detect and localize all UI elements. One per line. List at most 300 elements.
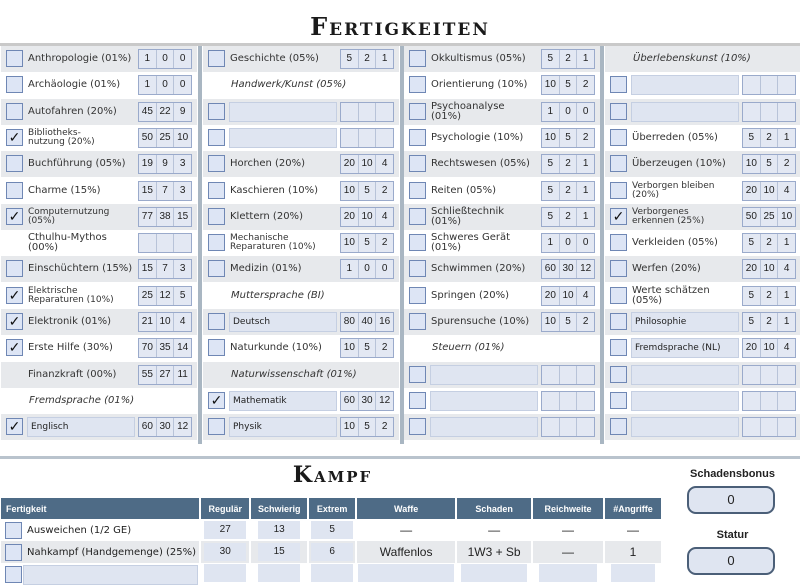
combat-skill: [1, 541, 199, 563]
combat-cell-weapon: [356, 519, 456, 541]
skill-row: [404, 99, 600, 125]
skill-name-field[interactable]: Deutsch: [229, 312, 337, 332]
skill-checkbox[interactable]: [208, 50, 225, 67]
skill-value-regular[interactable]: 10: [544, 131, 556, 143]
skill-value-hard[interactable]: 2: [760, 129, 778, 147]
skill-value-hard[interactable]: 10: [358, 155, 376, 173]
skill-value-extreme[interactable]: 0: [173, 50, 191, 68]
skill-value-hard[interactable]: 5: [559, 313, 577, 331]
skill-value-regular[interactable]: 1: [144, 53, 151, 64]
skill-value-extreme[interactable]: 0: [375, 260, 393, 278]
skill-value-extreme[interactable]: 1: [576, 182, 594, 200]
skill-value-hard[interactable]: 38: [156, 208, 174, 226]
skill-value-extreme[interactable]: 1: [777, 234, 795, 252]
skill-value-regular[interactable]: 1: [547, 237, 554, 249]
skill-values: [138, 233, 192, 253]
combat-attacks-value[interactable]: 1: [629, 545, 637, 559]
skill-value-hard[interactable]: 30: [559, 260, 577, 278]
skill-name-field[interactable]: [229, 102, 337, 122]
skill-checkbox[interactable]: [208, 182, 225, 199]
combat-skill-label: Ausweichen (1/2 GE): [27, 524, 132, 536]
skill-value-hard[interactable]: [358, 129, 376, 147]
skill-checkbox[interactable]: [208, 103, 225, 120]
combat-regular-value[interactable]: 27: [204, 521, 246, 539]
skill-value-hard[interactable]: 5: [559, 129, 577, 147]
skill-checkbox[interactable]: [409, 392, 426, 409]
combat-extreme-value[interactable]: 6: [311, 543, 353, 561]
skill-name-field[interactable]: [430, 365, 538, 385]
skill-value-hard[interactable]: 30: [156, 418, 174, 436]
combat-skill: [1, 519, 199, 541]
combat-range-value[interactable]: [539, 564, 597, 582]
skill-value-hard[interactable]: [760, 418, 778, 436]
skill-value-regular[interactable]: 15: [141, 263, 153, 275]
skill-value-hard[interactable]: 2: [559, 208, 577, 226]
damage-bonus-field[interactable]: 0: [687, 486, 775, 514]
skill-label: Cthulhu-Mythos (00%): [28, 232, 107, 254]
combat-damage-value[interactable]: —: [488, 523, 501, 537]
combat-cell-weapon: [356, 563, 456, 585]
skill-value-extreme[interactable]: 1: [375, 50, 393, 68]
skill-value-regular[interactable]: 5: [346, 53, 353, 64]
skill-value-extreme[interactable]: [777, 392, 795, 410]
skill-name-field[interactable]: Englisch: [27, 417, 135, 437]
skill-checkbox[interactable]: [610, 418, 627, 435]
skill-value-extreme[interactable]: [777, 103, 795, 121]
combat-weapon-value[interactable]: —: [400, 523, 413, 537]
skill-value-regular[interactable]: 10: [343, 342, 355, 354]
skill-checkbox[interactable]: [208, 260, 225, 277]
skill-value-regular[interactable]: 25: [141, 289, 153, 301]
skill-checkbox[interactable]: [409, 366, 426, 383]
skill-value-extreme[interactable]: 12: [576, 260, 594, 278]
skill-value-regular[interactable]: 19: [141, 158, 153, 170]
skill-value-regular[interactable]: 20: [745, 263, 757, 275]
skill-value-hard[interactable]: 30: [358, 392, 376, 410]
combat-hard-value[interactable]: [258, 564, 300, 582]
skill-value-hard[interactable]: 22: [156, 103, 174, 121]
skill-name-field[interactable]: [631, 75, 739, 95]
skill-value-hard[interactable]: 35: [156, 339, 174, 357]
skill-checkbox[interactable]: [409, 182, 426, 199]
skill-value-extreme[interactable]: 4: [777, 339, 795, 357]
skill-checkbox[interactable]: ✓: [6, 208, 23, 225]
skill-checkbox[interactable]: [6, 260, 23, 277]
skill-value-extreme[interactable]: 2: [576, 129, 594, 147]
skill-value-hard[interactable]: 25: [156, 129, 174, 147]
skill-checkbox[interactable]: [610, 155, 627, 172]
build-field[interactable]: 0: [687, 547, 775, 575]
skill-values: [340, 417, 394, 437]
skill-value-hard[interactable]: 5: [559, 76, 577, 94]
skill-name-field[interactable]: [430, 391, 538, 411]
skill-value-regular[interactable]: 20: [544, 289, 556, 301]
combat-cell-hard: [250, 541, 308, 563]
skill-value-extreme[interactable]: 0: [576, 234, 594, 252]
skill-value-extreme[interactable]: 15: [173, 208, 191, 226]
combat-checkbox[interactable]: [5, 544, 22, 561]
skill-value-extreme[interactable]: [576, 392, 594, 410]
skill-name-field[interactable]: Philosophie: [631, 312, 739, 332]
skill-checkbox[interactable]: ✓: [6, 129, 23, 146]
skill-value-regular[interactable]: 80: [343, 316, 355, 327]
skill-row: [1, 362, 197, 388]
skill-value-extreme[interactable]: 14: [173, 339, 191, 357]
skill-value-extreme[interactable]: 1: [576, 50, 594, 68]
skill-value-extreme[interactable]: [375, 129, 393, 147]
skill-checkbox[interactable]: [610, 313, 627, 330]
skill-value-regular[interactable]: [341, 103, 358, 121]
skill-value-regular[interactable]: 5: [748, 289, 755, 301]
skill-value-regular[interactable]: 10: [343, 237, 355, 249]
skill-value-hard[interactable]: 10: [358, 208, 376, 226]
combat-extreme-value[interactable]: [311, 564, 353, 582]
skill-value-hard[interactable]: 7: [156, 182, 174, 200]
skill-value-regular[interactable]: [743, 103, 760, 121]
combat-cell-range: [532, 519, 604, 541]
skill-value-regular[interactable]: 5: [547, 184, 554, 196]
skill-checkbox[interactable]: [610, 129, 627, 146]
skill-value-extreme[interactable]: 0: [173, 76, 191, 94]
combat-hard-value[interactable]: 13: [258, 521, 300, 539]
skill-value-hard[interactable]: [559, 392, 577, 410]
skill-value-regular[interactable]: 10: [544, 316, 556, 327]
skill-value-hard[interactable]: 2: [559, 182, 577, 200]
skill-checkbox[interactable]: [409, 129, 426, 146]
skill-value-hard[interactable]: [760, 366, 778, 384]
skill-value-hard[interactable]: 0: [358, 260, 376, 278]
skill-value-hard[interactable]: 40: [358, 313, 376, 331]
skill-value-extreme[interactable]: 1: [777, 313, 795, 331]
skill-value-regular[interactable]: 5: [547, 53, 554, 64]
skill-value-regular[interactable]: 5: [547, 158, 554, 170]
skill-value-regular[interactable]: 5: [547, 210, 554, 222]
skill-value-regular[interactable]: 5: [748, 237, 755, 249]
skill-value-hard[interactable]: 5: [358, 182, 376, 200]
skill-value-extreme[interactable]: 2: [777, 155, 795, 173]
skill-checkbox[interactable]: [208, 234, 225, 251]
skill-checkbox[interactable]: [610, 182, 627, 199]
skill-name-field[interactable]: Mathematik: [229, 391, 337, 411]
skill-value-regular[interactable]: 60: [343, 394, 355, 406]
skill-row: [1, 72, 197, 98]
skill-row: [605, 72, 800, 98]
skill-checkbox[interactable]: [6, 50, 23, 67]
skill-value-regular[interactable]: 1: [144, 79, 151, 91]
combat-header-cell: Schaden: [456, 498, 532, 519]
skill-value-regular[interactable]: 50: [141, 131, 153, 143]
skill-value-hard[interactable]: 10: [760, 260, 778, 278]
skill-value-hard[interactable]: 5: [760, 155, 778, 173]
combat-damage-value[interactable]: [461, 564, 527, 582]
skill-checkbox[interactable]: [610, 366, 627, 383]
skill-value-regular[interactable]: 10: [745, 158, 757, 170]
skill-value-regular[interactable]: 1: [346, 263, 353, 275]
skill-value-regular[interactable]: 60: [544, 263, 556, 275]
combat-weapon-value[interactable]: Waffenlos: [379, 545, 433, 559]
skill-name-field[interactable]: Fremdsprache (NL): [631, 338, 739, 358]
skill-value-regular[interactable]: 10: [343, 421, 355, 433]
skill-value-extreme[interactable]: 1: [777, 287, 795, 305]
skill-name-field[interactable]: [229, 128, 337, 148]
skill-value-hard[interactable]: 27: [156, 366, 174, 384]
skill-value-hard[interactable]: 2: [559, 50, 577, 68]
skill-checkbox[interactable]: [610, 234, 627, 251]
skill-name-field[interactable]: [631, 417, 739, 437]
combat-range-value[interactable]: —: [562, 523, 575, 537]
combat-skill-field[interactable]: [23, 565, 198, 585]
skill-value-extreme[interactable]: [576, 366, 594, 384]
skill-value-extreme[interactable]: [777, 76, 795, 94]
skill-value-extreme[interactable]: 12: [375, 392, 393, 410]
skill-value-regular[interactable]: [542, 392, 559, 410]
combat-attacks-value[interactable]: —: [627, 523, 639, 537]
skill-value-regular[interactable]: 70: [141, 342, 153, 354]
skill-checkbox[interactable]: [409, 50, 426, 67]
skill-values: [340, 154, 394, 174]
skill-value-extreme[interactable]: 2: [375, 339, 393, 357]
skill-name-field[interactable]: [430, 417, 538, 437]
skill-row: [404, 388, 600, 414]
skill-value-extreme[interactable]: 2: [375, 234, 393, 252]
skill-group-label: Steuern (01%): [432, 342, 505, 354]
skill-checkbox[interactable]: [409, 260, 426, 277]
skill-value-hard[interactable]: 10: [760, 339, 778, 357]
section-divider: [0, 456, 800, 459]
skill-checkbox[interactable]: [610, 392, 627, 409]
skill-checkbox[interactable]: [409, 103, 426, 120]
skill-name-field[interactable]: [631, 365, 739, 385]
combat-cell-attacks: [604, 563, 662, 585]
skill-values: [138, 154, 192, 174]
skill-checkbox[interactable]: ✓: [6, 418, 23, 435]
skill-checkbox[interactable]: [208, 339, 225, 356]
combat-hard-value[interactable]: 15: [258, 543, 300, 561]
combat-attacks-value[interactable]: [611, 564, 655, 582]
skill-value-regular[interactable]: 10: [544, 79, 556, 91]
skill-value-hard[interactable]: 2: [760, 234, 778, 252]
skill-checkbox[interactable]: [6, 103, 23, 120]
skill-values: [541, 128, 595, 148]
skill-value-extreme[interactable]: 1: [576, 155, 594, 173]
skill-checkbox[interactable]: [6, 76, 23, 93]
skill-value-hard[interactable]: 25: [760, 208, 778, 226]
skill-checkbox[interactable]: [409, 287, 426, 304]
skill-value-extreme[interactable]: 12: [173, 418, 191, 436]
combat-extreme-value[interactable]: 5: [311, 521, 353, 539]
skill-label: Mechanische Reparaturen (10%): [230, 233, 316, 253]
skill-values: [541, 391, 595, 411]
skill-value-hard[interactable]: [358, 103, 376, 121]
skill-value-regular[interactable]: [743, 366, 760, 384]
skill-value-regular[interactable]: 1: [547, 105, 554, 117]
skill-label: Kaschieren (10%): [230, 184, 319, 196]
skill-value-extreme[interactable]: 4: [173, 313, 191, 331]
skill-checkbox[interactable]: [208, 313, 225, 330]
combat-checkbox[interactable]: [5, 566, 22, 583]
skill-value-regular[interactable]: 20: [745, 342, 757, 354]
skill-value-hard[interactable]: [760, 392, 778, 410]
skill-value-regular[interactable]: 20: [343, 158, 355, 170]
skill-row: [605, 151, 800, 177]
skill-value-regular[interactable]: 20: [745, 184, 757, 196]
skill-value-regular[interactable]: [743, 418, 760, 436]
skill-checkbox[interactable]: [409, 313, 426, 330]
skill-checkbox[interactable]: [208, 208, 225, 225]
skill-value-extreme[interactable]: 3: [173, 260, 191, 278]
skill-values: [742, 338, 796, 358]
skill-value-hard[interactable]: [559, 418, 577, 436]
skill-values: [138, 75, 192, 95]
skill-values: [138, 312, 192, 332]
skill-value-hard[interactable]: 2: [760, 287, 778, 305]
skill-value-regular[interactable]: [542, 366, 559, 384]
skill-value-regular[interactable]: 15: [141, 184, 153, 196]
skill-checkbox[interactable]: [610, 76, 627, 93]
skill-value-hard[interactable]: [760, 76, 778, 94]
skill-row: [203, 46, 399, 72]
skill-checkbox[interactable]: ✓: [6, 287, 23, 304]
combat-weapon-value[interactable]: [358, 564, 454, 582]
skill-value-hard[interactable]: 10: [559, 287, 577, 305]
combat-regular-value[interactable]: 30: [204, 543, 246, 561]
skill-value-regular[interactable]: 50: [745, 210, 757, 222]
combat-header-cell: Fertigkeit: [1, 498, 200, 519]
skill-name-field[interactable]: [631, 391, 739, 411]
skill-values: [138, 128, 192, 148]
skill-value-hard[interactable]: 10: [156, 313, 174, 331]
skill-value-hard[interactable]: 2: [760, 313, 778, 331]
skill-values: [541, 154, 595, 174]
skill-value-extreme[interactable]: 4: [777, 260, 795, 278]
skill-value-hard[interactable]: 5: [358, 418, 376, 436]
skill-value-extreme[interactable]: 2: [375, 182, 393, 200]
skill-value-regular[interactable]: 20: [343, 210, 355, 222]
skill-column: [1, 46, 197, 444]
skill-value-extreme[interactable]: 0: [576, 103, 594, 121]
skill-value-extreme[interactable]: 4: [375, 155, 393, 173]
skill-label: Schwimmen (20%): [431, 263, 526, 275]
skill-value-regular[interactable]: [542, 418, 559, 436]
skill-value-extreme[interactable]: [375, 103, 393, 121]
skill-value-extreme[interactable]: 2: [375, 418, 393, 436]
skill-name-field[interactable]: Physik: [229, 417, 337, 437]
skill-value-extreme[interactable]: [576, 418, 594, 436]
skill-name-field[interactable]: [631, 102, 739, 122]
skill-checkbox[interactable]: ✓: [6, 313, 23, 330]
skill-value-extreme[interactable]: 11: [173, 366, 191, 384]
skill-checkbox[interactable]: [409, 418, 426, 435]
combat-range-value[interactable]: —: [562, 545, 575, 559]
skill-checkbox[interactable]: [208, 418, 225, 435]
skill-value-hard[interactable]: 12: [156, 287, 174, 305]
skill-value-extreme[interactable]: 1: [777, 129, 795, 147]
skill-value-hard[interactable]: [760, 103, 778, 121]
skill-checkbox[interactable]: ✓: [6, 339, 23, 356]
skill-value-extreme[interactable]: 2: [576, 313, 594, 331]
skill-checkbox[interactable]: [610, 287, 627, 304]
skill-value-hard[interactable]: 9: [156, 155, 174, 173]
skill-value-hard[interactable]: 0: [559, 103, 577, 121]
skill-label: Spurensuche (10%): [431, 316, 530, 327]
skill-checkbox[interactable]: [409, 234, 426, 251]
skill-value-extreme[interactable]: 1: [576, 208, 594, 226]
skill-value-regular[interactable]: 10: [343, 184, 355, 196]
skill-label: Psychologie (10%): [431, 131, 524, 143]
skill-value-regular[interactable]: 21: [141, 316, 153, 327]
combat-cell-extreme: [308, 563, 356, 585]
skill-value-hard[interactable]: 0: [156, 50, 174, 68]
skill-value-hard[interactable]: [156, 234, 174, 252]
skill-checkbox[interactable]: [610, 339, 627, 356]
skill-checkbox[interactable]: ✓: [208, 392, 225, 409]
skill-value-extreme[interactable]: [777, 418, 795, 436]
skill-checkbox[interactable]: [409, 76, 426, 93]
skill-value-extreme[interactable]: [777, 366, 795, 384]
skill-value-extreme[interactable]: 3: [173, 155, 191, 173]
skill-value-hard[interactable]: [559, 366, 577, 384]
skill-value-regular[interactable]: [743, 76, 760, 94]
skill-value-extreme[interactable]: 10: [777, 208, 795, 226]
skill-checkbox[interactable]: [610, 260, 627, 277]
skill-checkbox[interactable]: [208, 155, 225, 172]
skill-value-regular[interactable]: [341, 129, 358, 147]
skill-value-regular[interactable]: [139, 234, 156, 252]
skill-value-regular[interactable]: 5: [748, 316, 755, 327]
combat-checkbox[interactable]: [5, 522, 22, 539]
skill-value-extreme[interactable]: 4: [576, 287, 594, 305]
skill-value-regular[interactable]: 77: [141, 210, 153, 222]
skill-checkbox[interactable]: [409, 155, 426, 172]
skill-value-extreme[interactable]: 4: [777, 182, 795, 200]
skill-checkbox[interactable]: [6, 182, 23, 199]
skill-checkbox[interactable]: [409, 208, 426, 225]
skill-value-regular[interactable]: 60: [141, 421, 153, 433]
skill-value-hard[interactable]: 7: [156, 260, 174, 278]
skill-value-hard[interactable]: 2: [559, 155, 577, 173]
skill-value-regular[interactable]: [743, 392, 760, 410]
skill-row: [203, 414, 399, 440]
skill-value-extreme[interactable]: 3: [173, 182, 191, 200]
skill-values: [138, 207, 192, 227]
skill-value-extreme[interactable]: 9: [173, 103, 191, 121]
skill-value-extreme[interactable]: [173, 234, 191, 252]
skill-checkbox[interactable]: [208, 129, 225, 146]
skill-value-extreme[interactable]: 4: [375, 208, 393, 226]
skill-value-extreme[interactable]: 2: [576, 76, 594, 94]
skill-value-hard[interactable]: 10: [760, 182, 778, 200]
skill-column: [605, 46, 800, 444]
skill-value-hard[interactable]: 0: [156, 76, 174, 94]
skill-value-hard[interactable]: 2: [358, 50, 376, 68]
skill-value-extreme[interactable]: 10: [173, 129, 191, 147]
skill-value-regular[interactable]: 5: [748, 131, 755, 143]
skill-value-regular[interactable]: 55: [141, 368, 153, 380]
skill-value-hard[interactable]: 5: [358, 234, 376, 252]
skill-checkbox[interactable]: ✓: [610, 208, 627, 225]
skill-checkbox[interactable]: [6, 155, 23, 172]
skill-value-regular[interactable]: 45: [141, 105, 153, 117]
skill-value-extreme[interactable]: 5: [173, 287, 191, 305]
skill-value-hard[interactable]: 0: [559, 234, 577, 252]
skill-value-extreme[interactable]: 16: [375, 313, 393, 331]
skill-value-hard[interactable]: 5: [358, 339, 376, 357]
combat-damage-value[interactable]: 1W3 + Sb: [467, 545, 521, 559]
skill-values: [340, 312, 394, 332]
skill-values: [138, 102, 192, 122]
skill-checkbox[interactable]: [610, 103, 627, 120]
combat-regular-value[interactable]: [204, 564, 246, 582]
